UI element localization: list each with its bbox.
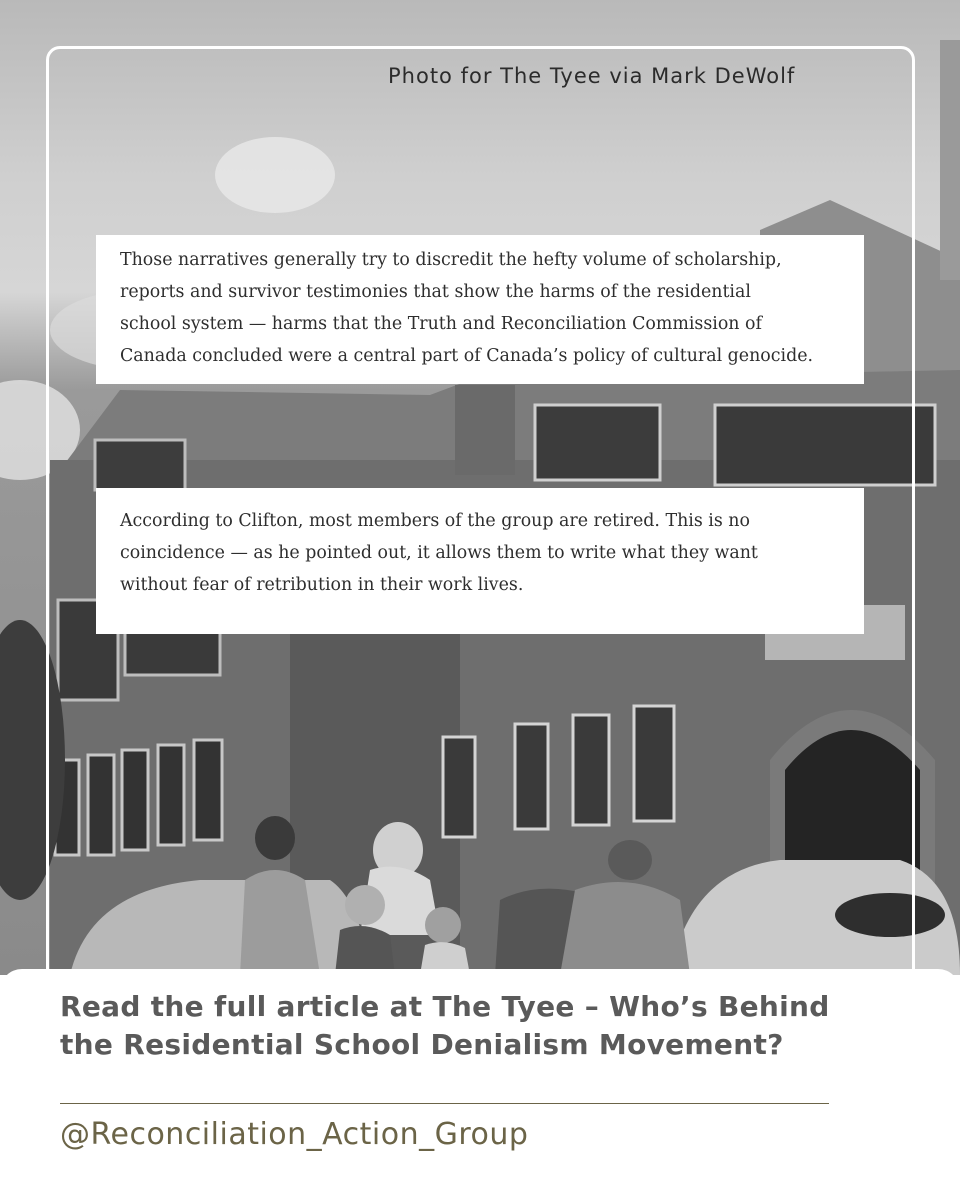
quote-line: According to Clifton, most members of the group are retired. This is no xyxy=(120,511,750,531)
article-headline xyxy=(60,988,920,1064)
quote-line: coincidence — as he pointed out, it allows them to write what they want xyxy=(120,543,758,563)
headline-line-1: Read the full article at The Tyee – Who’s Behind xyxy=(60,990,830,1023)
headline-line-2: the Residential School Denialism Movement? xyxy=(60,1028,784,1061)
pull-quote-2 xyxy=(96,488,864,634)
divider-line xyxy=(60,1103,829,1104)
quote-line: Those narratives generally try to discredit the hefty volume of scholarship, xyxy=(120,250,782,270)
photo-credit: Photo for The Tyee via Mark DeWolf xyxy=(388,64,796,88)
pull-quote-1 xyxy=(96,235,864,384)
quote-line: reports and survivor testimonies that show the harms of the residential xyxy=(120,282,751,302)
quote-line: without fear of retribution in their work lives. xyxy=(120,575,524,595)
quote-line: school system — harms that the Truth and Reconciliation Commission of xyxy=(120,314,762,334)
quote-line: Canada concluded were a central part of Canada’s policy of cultural genocide. xyxy=(120,346,814,366)
social-handle: @Reconciliation_Action_Group xyxy=(60,1117,529,1152)
